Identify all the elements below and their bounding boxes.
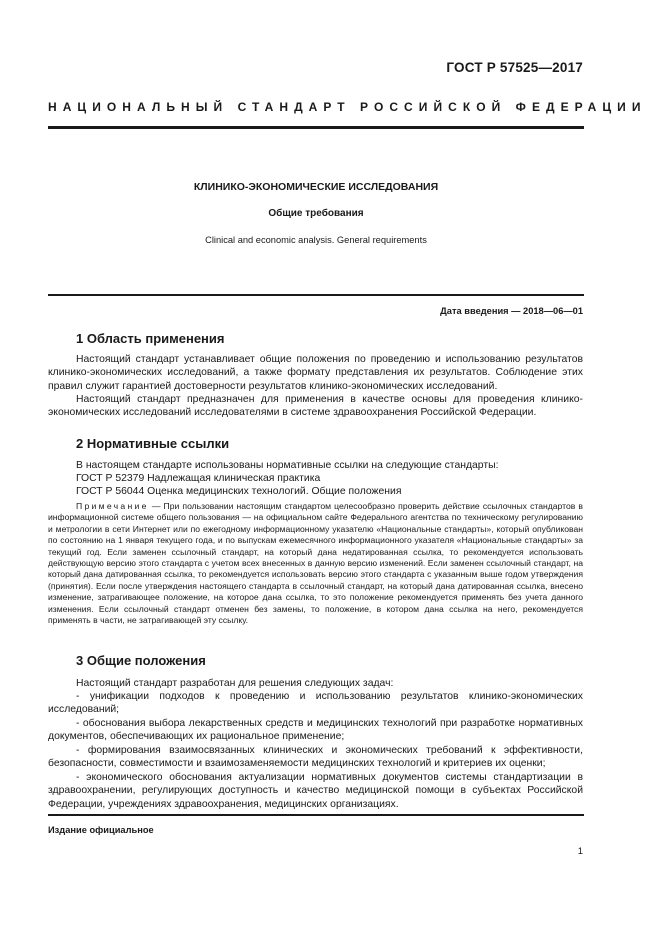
task-item-3: - формирования взаимосвязанных клинических и экономических требований к эффективности, безопасности, совместимости и взаимозаменяемости медицинских технологий и критериев их оценки; bbox=[48, 745, 583, 770]
bottom-divider bbox=[48, 814, 584, 816]
section-3-intro: Настоящий стандарт разработан для решения следующих задач: bbox=[76, 678, 394, 689]
section-2-heading: 2 Нормативные ссылки bbox=[76, 436, 230, 451]
section-3-heading: 3 Общие положения bbox=[76, 653, 206, 668]
note-text: — При пользовании настоящим стандартом целесообразно проверить действие ссылочных стандартов в информационной системе общего пользования — на официальном сайте Федерального агентства по техническому регулированию и метрологии в сети Интернет или по ежегодному информационному указателю «Национальные стандарты», который опубликован по состоянию на 1 января текущего года, и по выпускам ежемесячного информационного указателя «Национальные стандарты» за текущий год. Если заменен ссылочный стандарт, на который дана недатированная ссылка, то рекомендуется использовать действующую версию этого стандарта с учетом всех внесенных в данную версию изменений. Если заменен ссылочный стандарт, на который дана датированная ссылка, то рекомендуется использовать версию этого стандарта с указанным выше годом утверждения (принятия). Если после утверждения настоящего стандарта в ссылочный стандарт, на который дана датированная ссылка, внесено изменение, затрагивающее положение, на которое дана ссылка, то это положение рекомендуется применять без учета данного изменения. Если ссылочный стандарт отменен без замены, то положение, в котором дана ссылка на него, рекомендуется применять в части, не затрагивающей эту ссылку. bbox=[48, 501, 583, 626]
references-note bbox=[48, 501, 583, 626]
introduction-date: Дата введения — 2018—06—01 bbox=[440, 306, 583, 316]
task-item-2: - обоснования выбора лекарственных средств и медицинских технологий при разработке нормативных документов, обеспечивающих их рациональное применение; bbox=[48, 718, 583, 743]
section-1-paragraph-2: Настоящий стандарт предназначен для применения в качестве основы для проведения клинико-экономических исследований исследователями в системе здравоохранения Российской Федерации. bbox=[48, 394, 583, 419]
reference-item-1: ГОСТ Р 52379 Надлежащая клиническая практика bbox=[76, 473, 321, 484]
section-2-intro: В настоящем стандарте использованы нормативные ссылки на следующие стандарты: bbox=[76, 460, 499, 471]
standard-english-title: Clinical and economic analysis. General requirements bbox=[205, 235, 427, 245]
task-item-1: - унификации подходов к проведению и использованию результатов клинико-экономических исследований; bbox=[48, 691, 583, 716]
standard-subtitle: Общие требования bbox=[268, 208, 364, 219]
page-number: 1 bbox=[577, 846, 583, 857]
top-divider bbox=[48, 126, 584, 129]
standard-title: КЛИНИКО-ЭКОНОМИЧЕСКИЕ ИССЛЕДОВАНИЯ bbox=[193, 181, 439, 193]
document-number: ГОСТ Р 57525—2017 bbox=[446, 60, 583, 75]
national-standard-title: НАЦИОНАЛЬНЫЙ СТАНДАРТ РОССИЙСКОЙ ФЕДЕРАЦИИ bbox=[48, 100, 647, 114]
reference-item-2: ГОСТ Р 56044 Оценка медицинских технологий. Общие положения bbox=[76, 486, 402, 497]
middle-divider bbox=[48, 294, 584, 296]
task-item-4: - экономического обоснования актуализации нормативных документов системы стандартизации в здравоохранении, регулирующих доступность и качество медицинской помощи в субъектах Российской Федерации, учреждениях здравоохранения, медицинских организациях. bbox=[48, 772, 583, 810]
section-1-paragraph-1: Настоящий стандарт устанавливает общие положения по проведению и использованию результатов клинико-экономических исследований, а также формату представления их результатов. Соблюдение этих правил служит гарантией достоверности результатов клинико-экономических исследований. bbox=[48, 354, 583, 392]
official-edition-label: Издание официальное bbox=[48, 825, 154, 835]
section-1-heading: 1 Область применения bbox=[76, 331, 225, 346]
note-label: Примечание bbox=[76, 501, 149, 511]
